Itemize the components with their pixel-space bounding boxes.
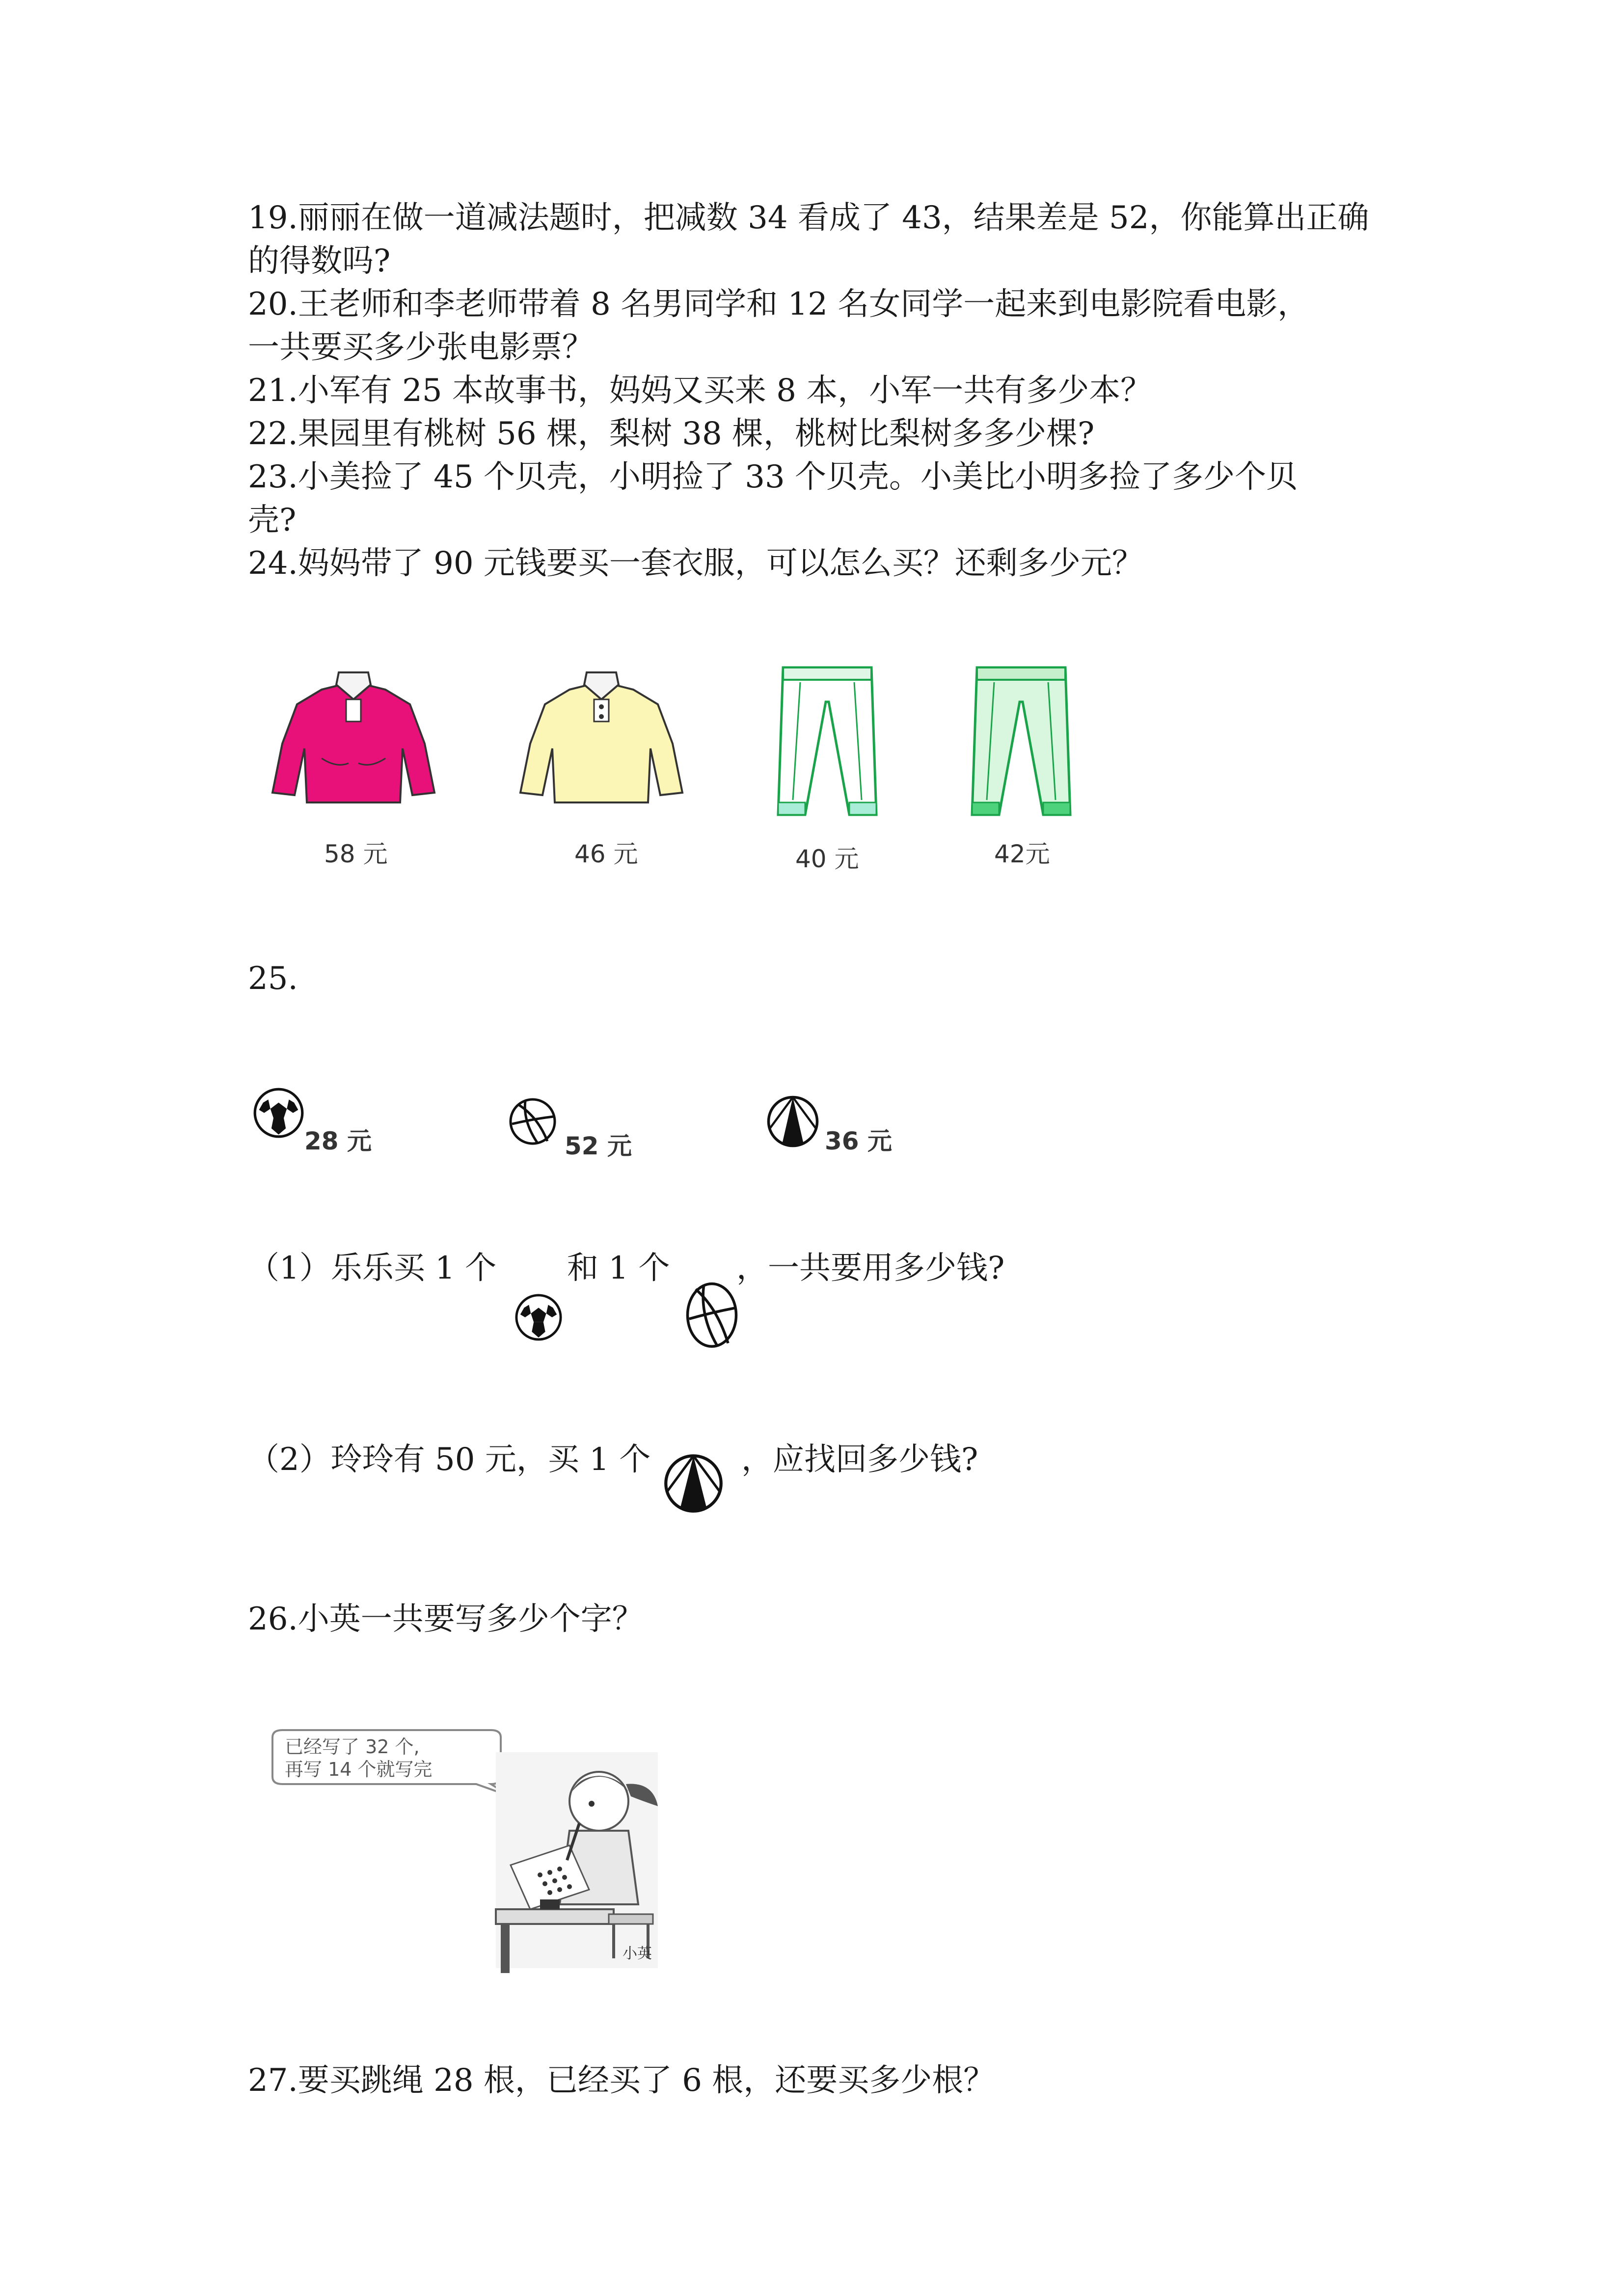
beach-ball-icon bbox=[766, 1095, 820, 1150]
soccer-ball-icon bbox=[514, 1293, 563, 1343]
q27: 27.要买跳绳 28 根，已经买了 6 根，还要买多少根？ bbox=[248, 2062, 995, 2099]
beach-ball-price: 36 元 bbox=[825, 1127, 892, 1155]
q19-line1: 19.丽丽在做一道减法题时，把减数 34 看成了 43，结果差是 52，你能算出正确 bbox=[248, 200, 1369, 236]
soccer-ball-price: 28 元 bbox=[304, 1127, 372, 1155]
basketball-price: 52 元 bbox=[565, 1132, 632, 1160]
q25-part1-end: ，一共要用多少钱? bbox=[736, 1250, 1005, 1286]
q20-line1: 20.王老师和李老师带着 8 名男同学和 12 名女同学一起来到电影院看电影， bbox=[248, 286, 1309, 322]
q21: 21.小军有 25 本故事书，妈妈又买来 8 本，小军一共有多少本？ bbox=[248, 373, 1152, 409]
q25-part2-start: （2）玲玲有 50 元，买 1 个 bbox=[248, 1442, 651, 1478]
q23-line2: 壳? bbox=[248, 502, 297, 538]
green-pants-1-price: 40 元 bbox=[795, 845, 859, 873]
q19-line2: 的得数吗? bbox=[248, 243, 391, 279]
speech-bubble-line1: 已经写了 32 个, bbox=[285, 1736, 420, 1758]
q25-part1-start: （1）乐乐买 1 个 bbox=[248, 1250, 497, 1286]
q22: 22.果园里有桃树 56 棵，梨树 38 棵，桃树比梨树多多少棵? bbox=[248, 416, 1095, 452]
basketball-icon bbox=[685, 1281, 739, 1352]
green-pants-2-price: 42元 bbox=[994, 840, 1050, 868]
q25-part2-end: ，应找回多少钱? bbox=[741, 1442, 978, 1478]
speech-bubble-line2: 再写 14 个就写完 bbox=[285, 1759, 433, 1780]
girl-writing-illustration bbox=[265, 1728, 682, 1985]
green-pants-2-image bbox=[965, 663, 1078, 831]
pink-sweater-price: 58 元 bbox=[324, 840, 388, 868]
yellow-sweater-price: 46 元 bbox=[574, 840, 638, 868]
q20-line2: 一共要买多少张电影票？ bbox=[248, 329, 594, 366]
green-pants-1-image bbox=[771, 663, 884, 831]
q23-line1: 23.小美捡了 45 个贝壳，小明捡了 33 个贝壳。小美比小明多捡了多少个贝 bbox=[248, 459, 1298, 495]
basketball-icon bbox=[508, 1097, 557, 1148]
q26: 26.小英一共要写多少个字？ bbox=[248, 1601, 644, 1637]
yellow-sweater-image bbox=[511, 670, 692, 814]
q25-part1-middle: 和 1 个 bbox=[567, 1250, 670, 1286]
q24: 24.妈妈带了 90 元钱要买一套衣服，可以怎么买？还剩多少元？ bbox=[248, 545, 1143, 582]
beach-ball-icon bbox=[663, 1453, 724, 1516]
q25: 25. bbox=[248, 961, 298, 997]
soccer-ball-icon bbox=[253, 1087, 304, 1141]
pink-sweater-image bbox=[263, 670, 444, 814]
girl-caption: 小英 bbox=[623, 1945, 652, 1962]
